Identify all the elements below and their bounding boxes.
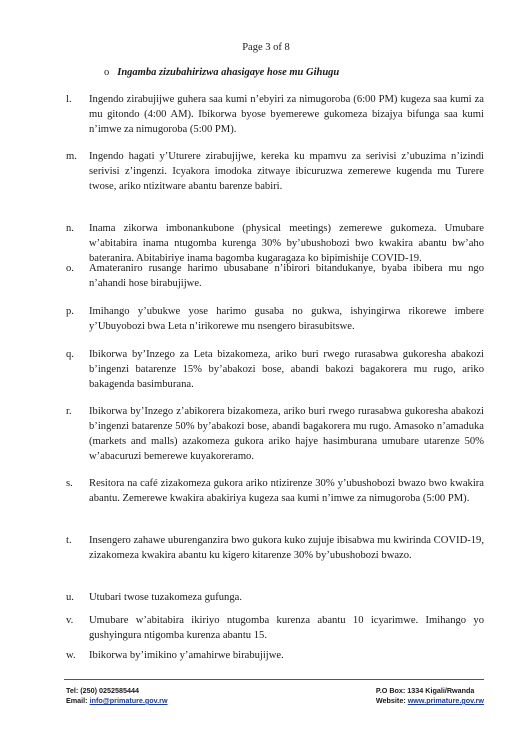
item-text: Insengero zahawe uburenganzira bwo gukora kuko zujuje ibisabwa mu kwirinda COVID-19, zizakomeza kwakira abantu ku kigero kitarenze 30% by’ubushobozi bwazo.: [89, 535, 484, 561]
list-item: [66, 613, 484, 643]
footer-website-line: [376, 696, 484, 706]
item-text: Ingendo zirabujijwe guhera saa kumi n’ebyiri za nimugoroba (6:00 PM) kugeza saa kumi za mu gitondo (4:00 AM). Ibikorwa byose byemerewe gukomeza bizajya bifunga saa kumi n’imwe za nimugoroba (5:00 PM).: [89, 94, 484, 135]
item-text: Imihango y’ubukwe yose harimo gusaba no gukwa, ishyingirwa rikorewe imbere y’Ubuyobozi bwa Leta n’irikorewe mu nsengero birasubitswe.: [89, 306, 484, 332]
item-text: Resitora na café zizakomeza gukora ariko ntizirenze 30% y’ubushobozi bwazo bwo kwakira abantu. Zemerewe kwakira abakiriya kugeza saa kumi n’imwe za nimugoroba (5:00 PM).: [89, 478, 484, 504]
list-item: [66, 261, 484, 291]
list-item: [66, 648, 484, 663]
item-label: l.: [66, 94, 72, 105]
item-label: o.: [66, 263, 74, 274]
item-label: q.: [66, 349, 74, 360]
list-item: [66, 221, 484, 266]
list-item: [66, 304, 484, 334]
item-text: Ibikorwa by’Inzego za Leta bizakomeza, ariko buri rwego rurasabwa gukoresha abakozi b’ingenzi batarenze 15% by’abakozi bose, abandi bakozi bagakorera mu rugo, ariko bakagenda basimburana.: [89, 349, 484, 390]
list-item: [66, 476, 484, 506]
item-text: Amateraniro rusange harimo ubusabane n’ibirori bitandukanye, byaba ibibera mu ngo n’ahandi hose birabujijwe.: [89, 263, 484, 289]
footer-website-label: Website:: [375, 696, 406, 705]
item-text: Utubari twose tuzakomeza gufunga.: [89, 592, 242, 603]
item-label: t.: [66, 535, 72, 546]
item-label: w.: [66, 650, 76, 661]
item-text: Ingendo hagati y’Uturere zirabujijwe, kereka ku mpamvu za serivisi z’ubuzima n’izindi serivisi z’ingenzi. Icyakora imodoka zitwaye ibicuruzwa zemerewe kugenda mu Turere twose, ariko ntizitware abantu barenze babiri.: [89, 151, 484, 192]
item-text: Ibikorwa by’imikino y’amahirwe birabujijwe.: [89, 650, 284, 661]
item-label: r.: [66, 406, 72, 417]
item-label: u.: [66, 592, 74, 603]
footer-contact: [66, 686, 168, 706]
list-item: [66, 92, 484, 137]
footer-website-link[interactable]: www.primature.gov.rw: [407, 696, 484, 705]
footer-pobox: P.O Box: 1334 Kigali/Rwanda: [375, 686, 475, 695]
footer-email-label: Email:: [66, 696, 88, 705]
footer-address: [376, 686, 484, 706]
section-heading: [104, 67, 339, 78]
footer-email-line: [66, 696, 168, 706]
list-item: [66, 533, 484, 563]
item-text: Umubare w’abitabira ikiriyo ntugomba kurenza abantu 10 icyarimwe. Imihango yo gushyingura ntigomba kurenza abantu 15.: [89, 615, 484, 641]
footer-email-link[interactable]: info@primature.gov.rw: [89, 696, 168, 705]
item-text: Ibikorwa by’Inzego z’abikorera bizakomeza, ariko buri rwego rurasabwa gukoresha abakozi b’ingenzi batarenze 50% by’abakozi bose, abandi bagakorera mu rugo. Amasoko n’amaduka (markets and malls) azakomeza gukora ariko hajye hasimburana umubare utarenze 50% w’abacuruzi bemerewe kuyakoreramo.: [89, 406, 484, 462]
list-item: [66, 149, 484, 194]
item-label: v.: [66, 615, 74, 626]
footer-divider: [64, 679, 484, 680]
item-label: p.: [66, 306, 74, 317]
footer-tel: Tel: (250) 0252585444: [66, 686, 139, 695]
item-label: s.: [66, 478, 73, 489]
item-label: n.: [66, 223, 74, 234]
item-text: Inama zikorwa imbonankubone (physical meetings) zemerewe gukomeza. Umubare w’abitabira inama ntugomba kurenga 30% by’ubushobozi bwo kwakira abantu bw’aho bateranira. Abitabiriye inama bagomba kugaragaza ko bipimishije COVID-19.: [89, 223, 484, 264]
list-item: [66, 347, 484, 392]
page-number: Page 3 of 8: [242, 42, 290, 53]
section-heading-text: Ingamba zizubahirizwa ahasigaye hose mu Gihugu: [117, 67, 340, 78]
item-label: m.: [66, 151, 77, 162]
list-item: [66, 590, 484, 605]
list-item: [66, 404, 484, 464]
section-bullet: o: [104, 67, 110, 78]
